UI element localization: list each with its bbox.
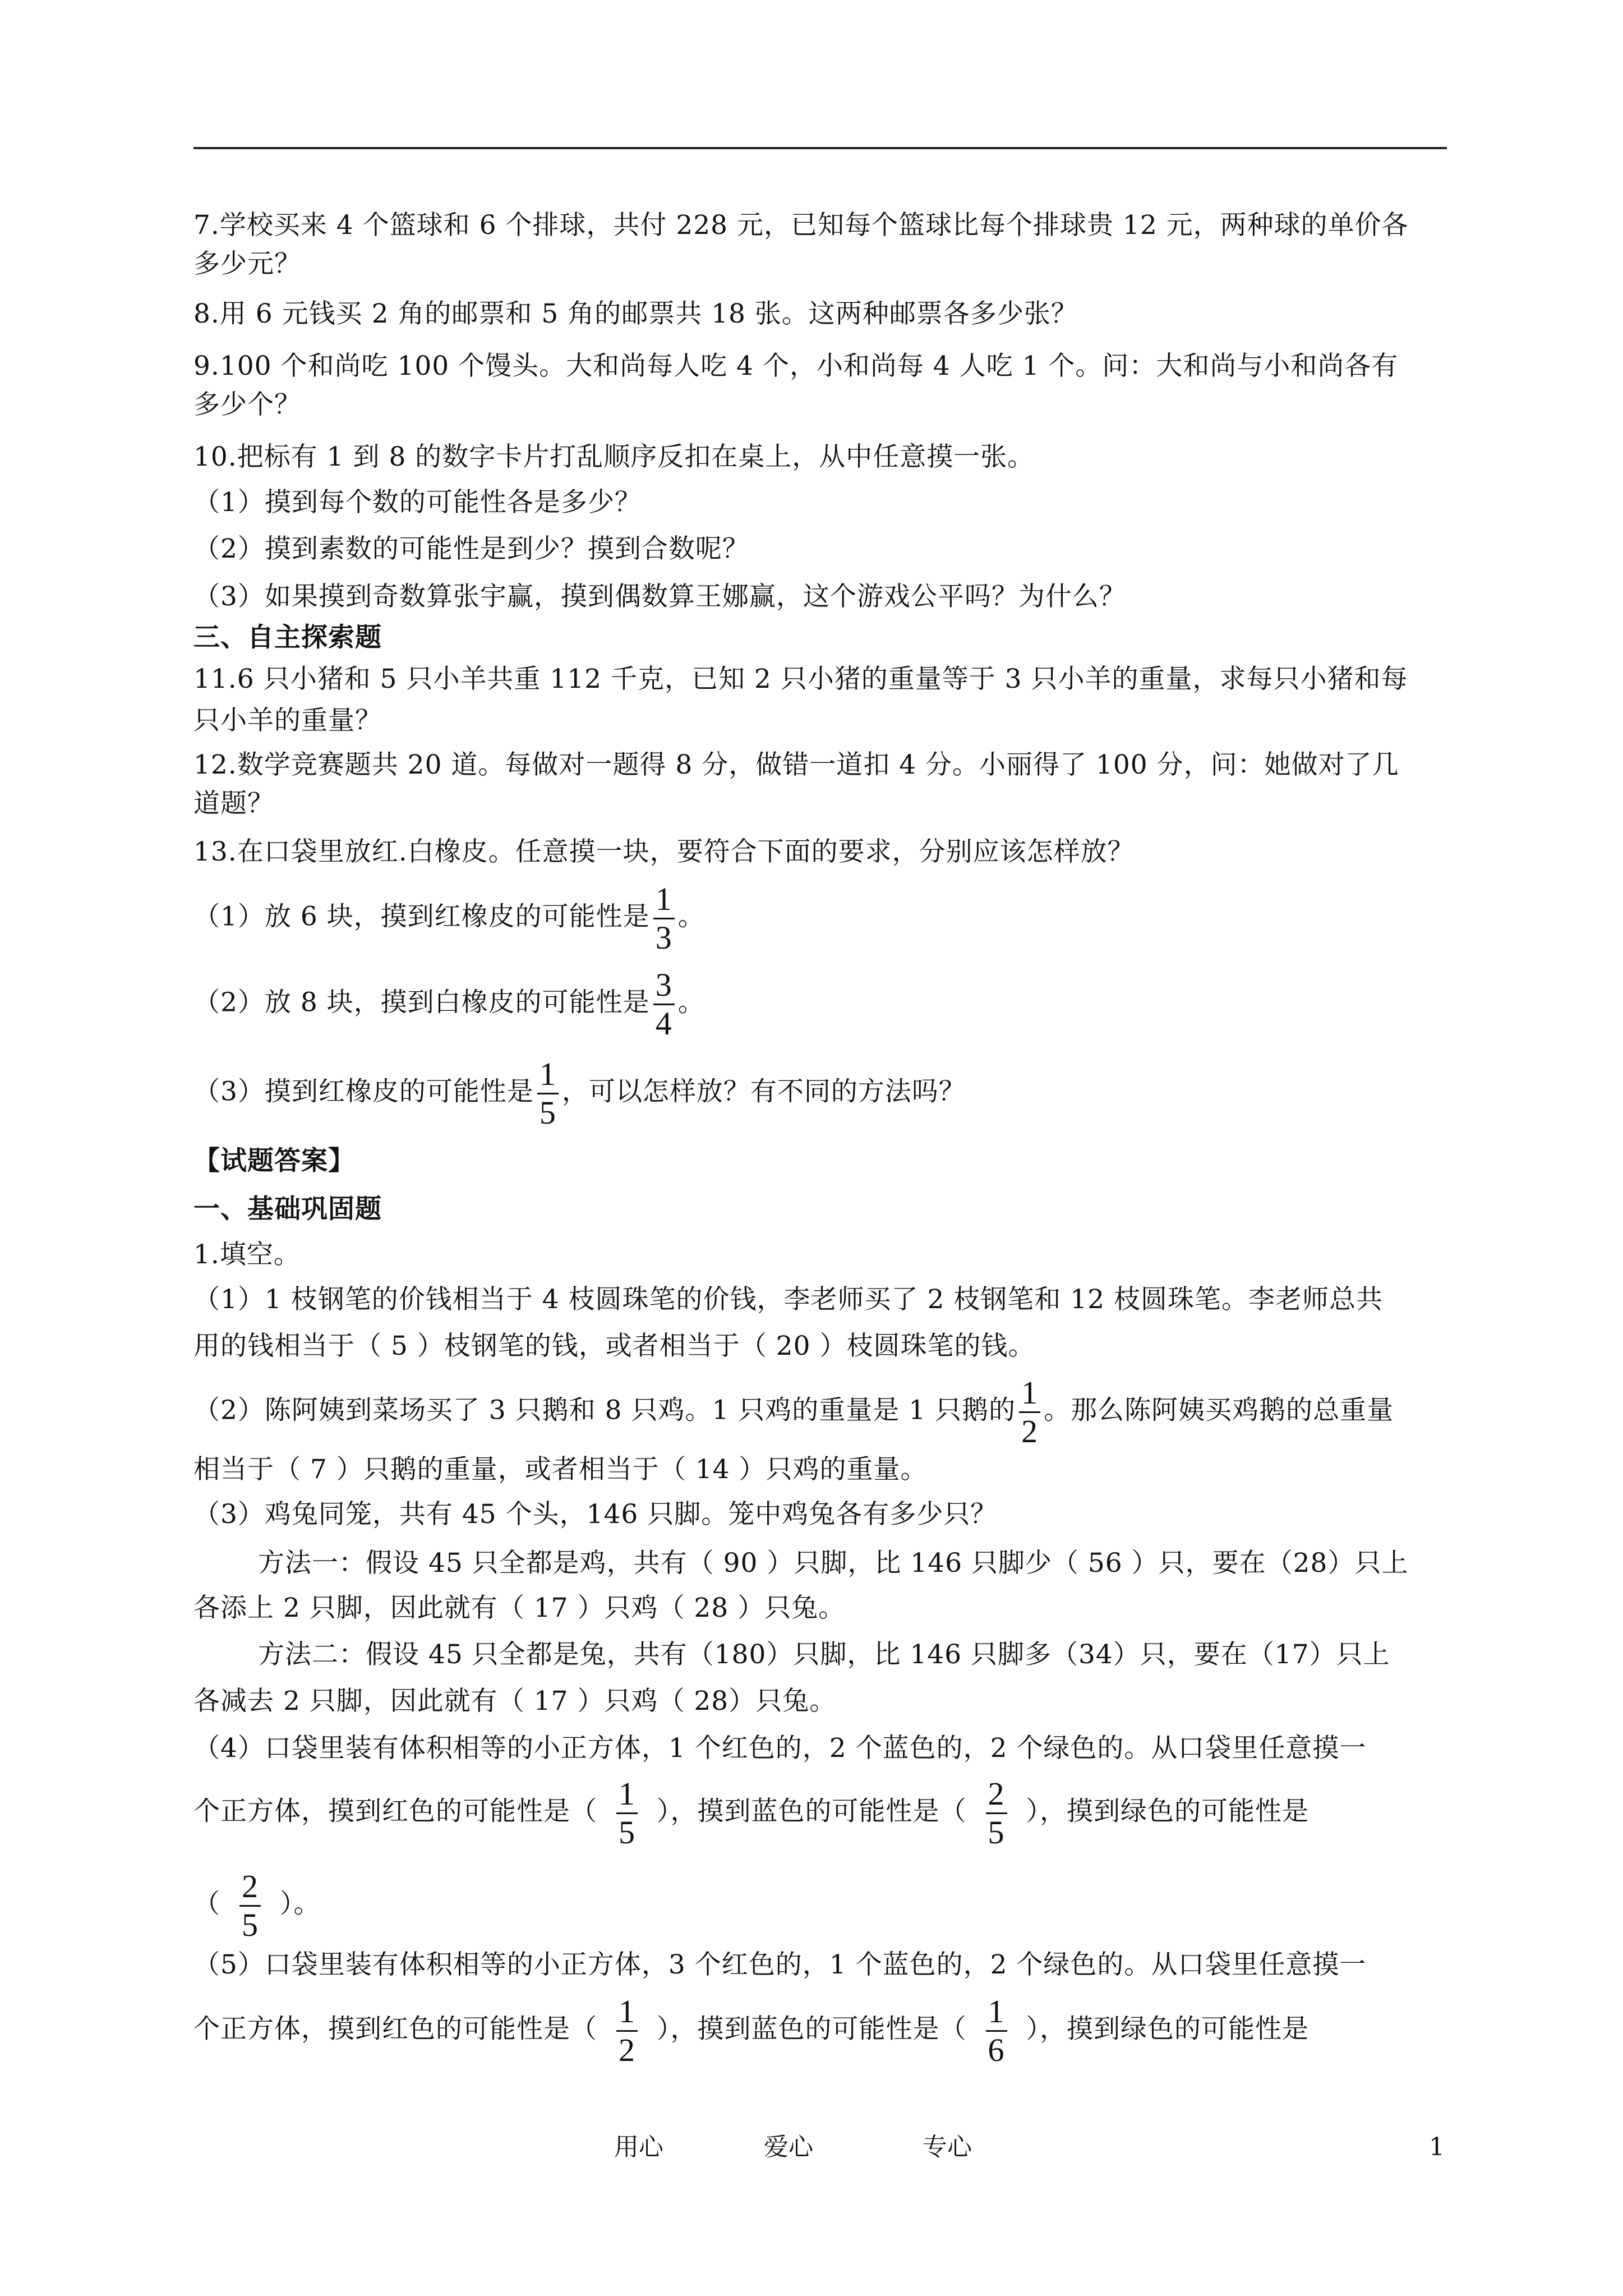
answer-1-4-close: ）。	[280, 1888, 321, 1920]
fraction	[616, 1775, 638, 1851]
fraction	[239, 1868, 261, 1944]
question-13-part-2	[193, 967, 705, 1042]
fraction	[537, 1056, 559, 1131]
answer-1-2-text: （2）陈阿姨到菜场买了 3 只鹅和 8 只鸡。1 只鸡的重量是 1 只鹅的	[193, 1395, 1016, 1426]
answers-heading: 【试题答案】	[193, 1145, 355, 1176]
method-2-line-2: 各减去 2 只脚，因此就有（ 17 ）只鸡（ 28）只兔。	[193, 1686, 837, 1717]
q13-part1-end: 。	[677, 901, 705, 932]
fraction-numerator: 1	[986, 1993, 1007, 2032]
section-1-heading: 一、基础巩固题	[193, 1194, 382, 1225]
fraction-numerator: 1	[616, 1775, 638, 1814]
fraction-denominator: 2	[619, 2032, 635, 2068]
method-1-line-1: 方法一：假设 45 只全都是鸡，共有（ 90 ）只脚，比 146 只脚少（ 56 ）只，要在（28）只上	[258, 1548, 1409, 1579]
q13-part1-text: （1）放 6 块，摸到红橡皮的可能性是	[193, 901, 650, 932]
question-12-line-1: 12.数学竞赛题共 20 道。每做对一题得 8 分，做错一道扣 4 分。小丽得了 100 分，问：她做对了几	[193, 749, 1399, 780]
answer-1-4-blue-text: ），摸到蓝色的可能性是（	[657, 1796, 967, 1827]
q13-part2-end: 。	[677, 987, 705, 1018]
answer-1: 1.填空。	[193, 1239, 301, 1270]
answer-1-5-line-1: （5）口袋里装有体积相等的小正方体，3 个红色的，1 个蓝色的，2 个绿色的。从口袋里任意摸一	[193, 1949, 1367, 1980]
footer-word-1: 用心	[614, 2133, 663, 2161]
q13-part2-text: （2）放 8 块，摸到白橡皮的可能性是	[193, 987, 650, 1018]
answer-1-1-line-2: 用的钱相当于（ 5 ）枝钢笔的钱，或者相当于（ 20 ）枝圆珠笔的钱。	[193, 1331, 1035, 1361]
fraction-denominator: 5	[988, 1814, 1005, 1851]
fraction-denominator: 3	[655, 919, 672, 956]
footer-word-3: 专心	[923, 2133, 972, 2161]
fraction-numerator: 1	[537, 1056, 559, 1094]
answer-1-5-blue-text: ），摸到蓝色的可能性是（	[657, 2013, 967, 2045]
question-10: 10.把标有 1 到 8 的数字卡片打乱顺序反扣在桌上，从中任意摸一张。	[193, 441, 1035, 472]
q13-part3-end: ，可以怎样放？有不同的方法吗？	[561, 1076, 966, 1107]
answer-1-4-green-text: ），摸到绿色的可能性是	[1026, 1796, 1309, 1827]
fraction-numerator: 1	[653, 881, 675, 919]
answer-1-2-text-end: 。那么陈阿姨买鸡鹅的总重量	[1044, 1395, 1394, 1426]
method-1-line-2: 各添上 2 只脚，因此就有（ 17 ）只鸡（ 28 ）只兔。	[193, 1593, 846, 1623]
question-9-line-1: 9.100 个和尚吃 100 个馒头。大和尚每人吃 4 个，小和尚每 4 人吃 1 个。问：大和尚与小和尚各有	[193, 351, 1399, 381]
question-7-line-2: 多少元？	[193, 249, 301, 279]
fraction-numerator: 1	[1019, 1374, 1040, 1413]
answer-1-4-open-paren: （	[193, 1888, 220, 1920]
fraction-denominator: 5	[539, 1094, 556, 1131]
answer-1-1-line-1: （1）1 枝钢笔的价钱相当于 4 枝圆珠笔的价钱，李老师买了 2 枝钢笔和 12 枝圆珠笔。李老师总共	[193, 1284, 1383, 1315]
fraction	[986, 1775, 1007, 1851]
fraction-denominator: 2	[1021, 1413, 1039, 1450]
fraction-denominator: 4	[655, 1005, 672, 1042]
answer-1-5-red-text: 个正方体，摸到红色的可能性是（	[193, 2013, 597, 2045]
fraction-denominator: 6	[988, 2032, 1005, 2068]
question-11-line-1: 11.6 只小猪和 5 只小羊共重 112 千克，已知 2 只小猪的重量等于 3 只小羊的重量，求每只小猪和每	[193, 664, 1408, 694]
fraction	[1019, 1374, 1040, 1450]
answer-1-4-line-2	[193, 1775, 1309, 1851]
method-2-line-1: 方法二：假设 45 只全都是兔，共有（180）只脚，比 146 只脚多（34）只，要在（17）只上	[258, 1639, 1390, 1670]
question-12-line-2: 道题？	[193, 788, 274, 819]
fraction	[653, 881, 675, 956]
answer-1-2-line-2: 相当于（ 7 ）只鹅的重量，或者相当于（ 14 ）只鸡的重量。	[193, 1454, 928, 1485]
question-10-part-3: （3）如果摸到奇数算张宇赢，摸到偶数算王娜赢，这个游戏公平吗？为什么？	[193, 581, 1126, 612]
fraction	[986, 1993, 1007, 2069]
question-8: 8.用 6 元钱买 2 角的邮票和 5 角的邮票共 18 张。这两种邮票各多少张？	[193, 298, 1078, 329]
answer-1-4-line-3	[193, 1868, 321, 1944]
fraction-denominator: 5	[619, 1814, 635, 1851]
question-11-line-2: 只小羊的重量？	[193, 705, 382, 736]
question-13: 13.在口袋里放红.白橡皮。任意摸一块，要符合下面的要求，分别应该怎样放？	[193, 836, 1135, 867]
question-9-line-2: 多少个？	[193, 389, 301, 420]
question-13-part-1	[193, 881, 705, 956]
fraction-numerator: 2	[239, 1868, 261, 1907]
fraction-numerator: 3	[653, 967, 675, 1005]
fraction	[616, 1993, 638, 2069]
fraction-numerator: 1	[616, 1993, 638, 2032]
page-number: 1	[1429, 2133, 1445, 2161]
question-13-part-3	[193, 1056, 966, 1131]
answer-1-4-red-text: 个正方体，摸到红色的可能性是（	[193, 1796, 597, 1827]
fraction	[653, 967, 675, 1042]
answer-1-5-green-text: ），摸到绿色的可能性是	[1026, 2013, 1309, 2045]
fraction-numerator: 2	[986, 1775, 1007, 1814]
header-rule	[193, 147, 1447, 149]
answer-1-3: （3）鸡兔同笼，共有 45 个头，146 只脚。笼中鸡兔各有多少只？	[193, 1499, 998, 1530]
question-10-part-1: （1）摸到每个数的可能性各是多少？	[193, 487, 642, 518]
answer-1-2-line-1	[193, 1374, 1394, 1450]
q13-part3-text: （3）摸到红橡皮的可能性是	[193, 1076, 534, 1107]
answer-1-4-line-1: （4）口袋里装有体积相等的小正方体，1 个红色的，2 个蓝色的，2 个绿色的。从口袋里任意摸一	[193, 1733, 1367, 1764]
section-3-heading: 三、自主探索题	[193, 622, 382, 653]
footer-word-2: 爱心	[764, 2133, 813, 2161]
fraction-denominator: 5	[242, 1907, 259, 1943]
question-10-part-2: （2）摸到素数的可能性是到少？摸到合数呢？	[193, 533, 749, 564]
answer-1-5-line-2	[193, 1993, 1309, 2069]
question-7-line-1: 7.学校买来 4 个篮球和 6 个排球，共付 228 元，已知每个篮球比每个排球贵 12 元，两种球的单价各	[193, 210, 1409, 241]
